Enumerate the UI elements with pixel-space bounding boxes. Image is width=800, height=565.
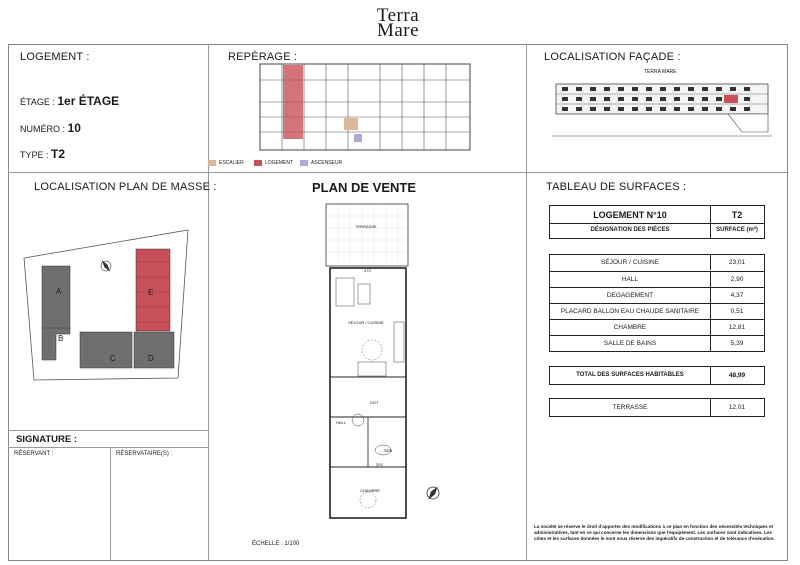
type-value: T2 [51,147,66,161]
surfaces-total-row [549,366,765,385]
compass-icon [424,484,442,502]
surfaces-col-designation: DÉSIGNATION DES PIÈCES [590,227,670,233]
surfaces-rooms-table [549,254,765,352]
plan-scale: ÉCHELLE : 1/100 [252,541,300,547]
reservataires-label: RÉSERVATAIRE(S) : [116,451,173,457]
block-label-b: B [58,334,64,343]
etage-label: ÉTAGE : [20,97,55,107]
surfaces-col-surface: SURFACE (m²) [716,227,758,233]
block-label-d: D [148,354,154,363]
divider-signature [8,430,208,431]
legend-escalier: ESCALIER [219,160,244,166]
legend-swatch-escalier [208,160,216,166]
etage-value: 1er ÉTAGE [57,94,120,108]
facade-logement-highlight [724,95,738,103]
brand-line2: Mare [376,20,420,41]
block-label-a: A [56,287,62,296]
type-label: TYPE : [20,150,49,160]
block-d [134,332,174,368]
brand-logo [338,5,458,41]
surfaces-total-label: TOTAL DES SURFACES HABITABLES [576,372,684,378]
divider-right [526,44,527,560]
legend-swatch-ascenseur [300,160,308,166]
numero-label: NUMÉRO : [20,124,65,134]
reservant-label: RÉSERVANT : [14,451,54,457]
logement-label: LOGEMENT : [20,51,90,63]
table-row: PLACARD BALLON EAU CHAUDE SANITAIRE 0,51 [550,303,764,319]
dim-top: 472 [364,268,371,273]
facade-building-label: TERRA MARE [644,69,677,75]
table-row: DEGAGEMENT 4,37 [550,287,764,303]
dim-mid: 293 [376,462,383,467]
surfaces-header [549,205,765,239]
numero-value: 10 [67,121,81,135]
plan-masse-title: LOCALISATION PLAN DE MASSE : [34,181,217,193]
surfaces-terrasse-value: 12,01 [728,404,746,411]
room-sdb: SDB [384,448,393,453]
disclaimer-text: La société se réserve le droit d'apporter des modifications à ce plan en fonction des nécessités techniques et administratives, tant en ce qui concerne les dimensions que l'équipement. Les surfaces sont indicatives. Les côtes et les surfaces données le sont sous réserve des impératifs de construction et de tolérance d'exécution. [534,524,775,541]
surfaces-type: T2 [731,210,743,220]
block-c [80,332,132,368]
reperage-ascenseur [354,134,362,142]
reperage-escalier [344,118,358,130]
room-chambre: CHAMBRE [360,488,381,493]
facade-drawing [552,78,772,140]
room-hall: HALL [336,420,347,425]
legend-logement: LOGEMENT [265,160,294,166]
surfaces-logement-label: LOGEMENT N°10 [593,210,667,220]
divider-left [208,44,209,560]
table-row: SÉJOUR / CUISINE 23,01 [550,255,764,270]
surfaces-title: TABLEAU DE SURFACES : [546,181,687,193]
plan-vente-title: PLAN DE VENTE [312,180,417,195]
surfaces-terrasse-label: TERRASSE [612,404,648,411]
surfaces-total-value: 48,99 [728,372,746,379]
signature-title: SIGNATURE : [16,434,78,445]
divider-signature-cols [110,447,111,560]
legend-ascenseur: ASCENSEUR [311,160,343,166]
etage-line [20,94,119,108]
surfaces-terrasse-row [549,398,765,417]
reperage-logement-highlight [283,65,303,139]
table-row: HALL 2,90 [550,271,764,287]
room-degt: DGT [370,400,379,405]
reperage-floorplan [258,62,472,154]
legend-swatch-logement [254,160,262,166]
type-line [20,147,65,161]
divider-top-row [8,172,787,173]
block-label-e: E [148,288,154,297]
reperage-title: REPÈRAGE : [228,51,298,63]
brand-line1: Terra [376,5,420,26]
block-label-c: C [110,354,116,363]
room-sejour: SÉJOUR / CUISINE [348,320,384,325]
table-row: CHAMBRE 12,81 [550,319,764,335]
plan-vente-drawing [318,202,418,522]
numero-line [20,121,81,135]
divider-signature-sub [8,447,208,448]
facade-title: LOCALISATION FAÇADE : [544,51,681,63]
room-terrasse: TERRASSE [355,224,377,229]
table-row: SALLE DE BAINS 5,39 [550,335,764,351]
